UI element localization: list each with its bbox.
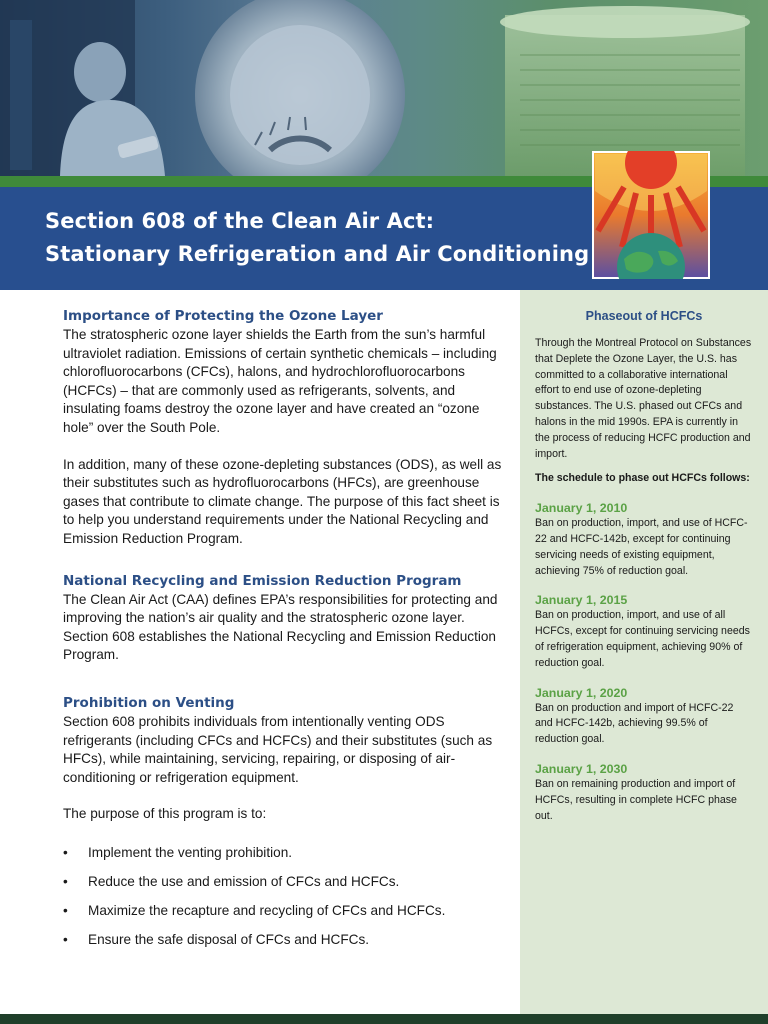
main-column	[63, 306, 513, 960]
bullet-icon: •	[63, 931, 68, 947]
list-item-text: Maximize the recapture and recycling of CFCs and HCFCs.	[88, 902, 446, 918]
milestone-text: Ban on production, import, and use of all HCFCs, except for continuing servicing needs of refrigeration equipment, achieving 90% of reduction goal.	[535, 609, 750, 669]
logo-graphic	[592, 151, 710, 279]
page-title-line-2: Stationary Refrigeration and Air Conditioning	[45, 242, 590, 266]
list-item	[63, 873, 513, 891]
sidebar-schedule-intro: The schedule to phase out HCFCs follows:	[535, 472, 750, 485]
milestone-date: January 1, 2030	[535, 761, 628, 776]
list-item-text: Implement the venting prohibition.	[88, 844, 293, 860]
milestone-date: January 1, 2020	[535, 685, 628, 700]
ozone-paragraph-1: The stratospheric ozone layer shields the Earth from the sun’s harmful ultraviolet radiation. Emissions of certain synthetic chemicals – including chlorofluorocarbons (CFCs), halons, and hydrochlorofluorocarbons (HCFCs) – that are commonly used as refrigerants, solvents, and insulating foams destroy the ozone layer and have created an “ozone hole” over the South Pole.	[63, 327, 497, 435]
milestone-date: January 1, 2010	[535, 501, 628, 516]
milestone-date: January 1, 2015	[535, 593, 628, 608]
ozone-paragraph-2: In addition, many of these ozone-depleting substances (ODS), as well as their substitutes such as hydrofluorocarbons (HFCs), are greenhouse gases that contribute to climate change. The purpose of this fact sheet is to help you understand requirements under the National Recycling and Emission Reduction Program.	[63, 456, 502, 546]
list-item-text: Reduce the use and emission of CFCs and HCFCs.	[88, 873, 400, 889]
sun-earth-logo	[592, 151, 710, 279]
list-item	[63, 844, 513, 862]
heading-program: National Recycling and Emission Reduction Program	[63, 572, 462, 589]
heading-venting: Prohibition on Venting	[63, 694, 235, 711]
sidebar-intro: Through the Montreal Protocol on Substances that Deplete the Ozone Layer, the U.S. has committed to a collaborative international effort to end use of ozone-depleting substances. The U.S. phased out CFCs and halons in the mid 1990s. EPA is currently in the process of reducing HCFC production and import.	[535, 337, 752, 460]
milestone-text: Ban on production, import, and use of HCFC-22 and HCFC-142b, except for continuing servicing needs of existing equipment, achieving 75% of reduction goal.	[535, 517, 748, 577]
sidebar-phaseout	[520, 290, 768, 1014]
program-paragraph-1: The Clean Air Act (CAA) defines EPA’s responsibilities for protecting and improving the nation’s air quality and the stratospheric ozone layer. Section 608 establishes the National Recycling and Emission Reduction Program.	[63, 591, 498, 663]
bullet-icon: •	[63, 902, 68, 918]
sidebar-content	[535, 308, 753, 824]
venting-paragraph-1: Section 608 prohibits individuals from intentionally venting ODS refrigerants (including CFCs and HCFCs) and their substitutes (such as HFCs), while maintaining, servicing, repairing, or disposing of air-conditioning or refrigeration equipment.	[63, 713, 493, 785]
venting-paragraph-2: The purpose of this program is to:	[63, 806, 267, 822]
bullet-icon: •	[63, 873, 68, 889]
bullet-icon: •	[63, 844, 68, 860]
milestone-text: Ban on production and import of HCFC-22 and HCFC-142b, achieving 99.5% of reduction goal.	[535, 701, 734, 746]
banner-photo	[0, 0, 768, 176]
sidebar-title: Phaseout of HCFCs	[585, 309, 703, 323]
list-item-text: Ensure the safe disposal of CFCs and HCFCs.	[88, 931, 370, 947]
list-item	[63, 931, 513, 949]
heading-ozone: Importance of Protecting the Ozone Layer	[63, 308, 383, 324]
milestone-text: Ban on remaining production and import of HCFCs, resulting in complete HCFC phase out.	[535, 777, 737, 822]
page-title-line-1: Section 608 of the Clean Air Act:	[45, 209, 435, 233]
banner-illustration	[0, 0, 768, 176]
footer-bar	[0, 1014, 768, 1024]
list-item	[63, 902, 513, 920]
purpose-list	[63, 844, 513, 949]
